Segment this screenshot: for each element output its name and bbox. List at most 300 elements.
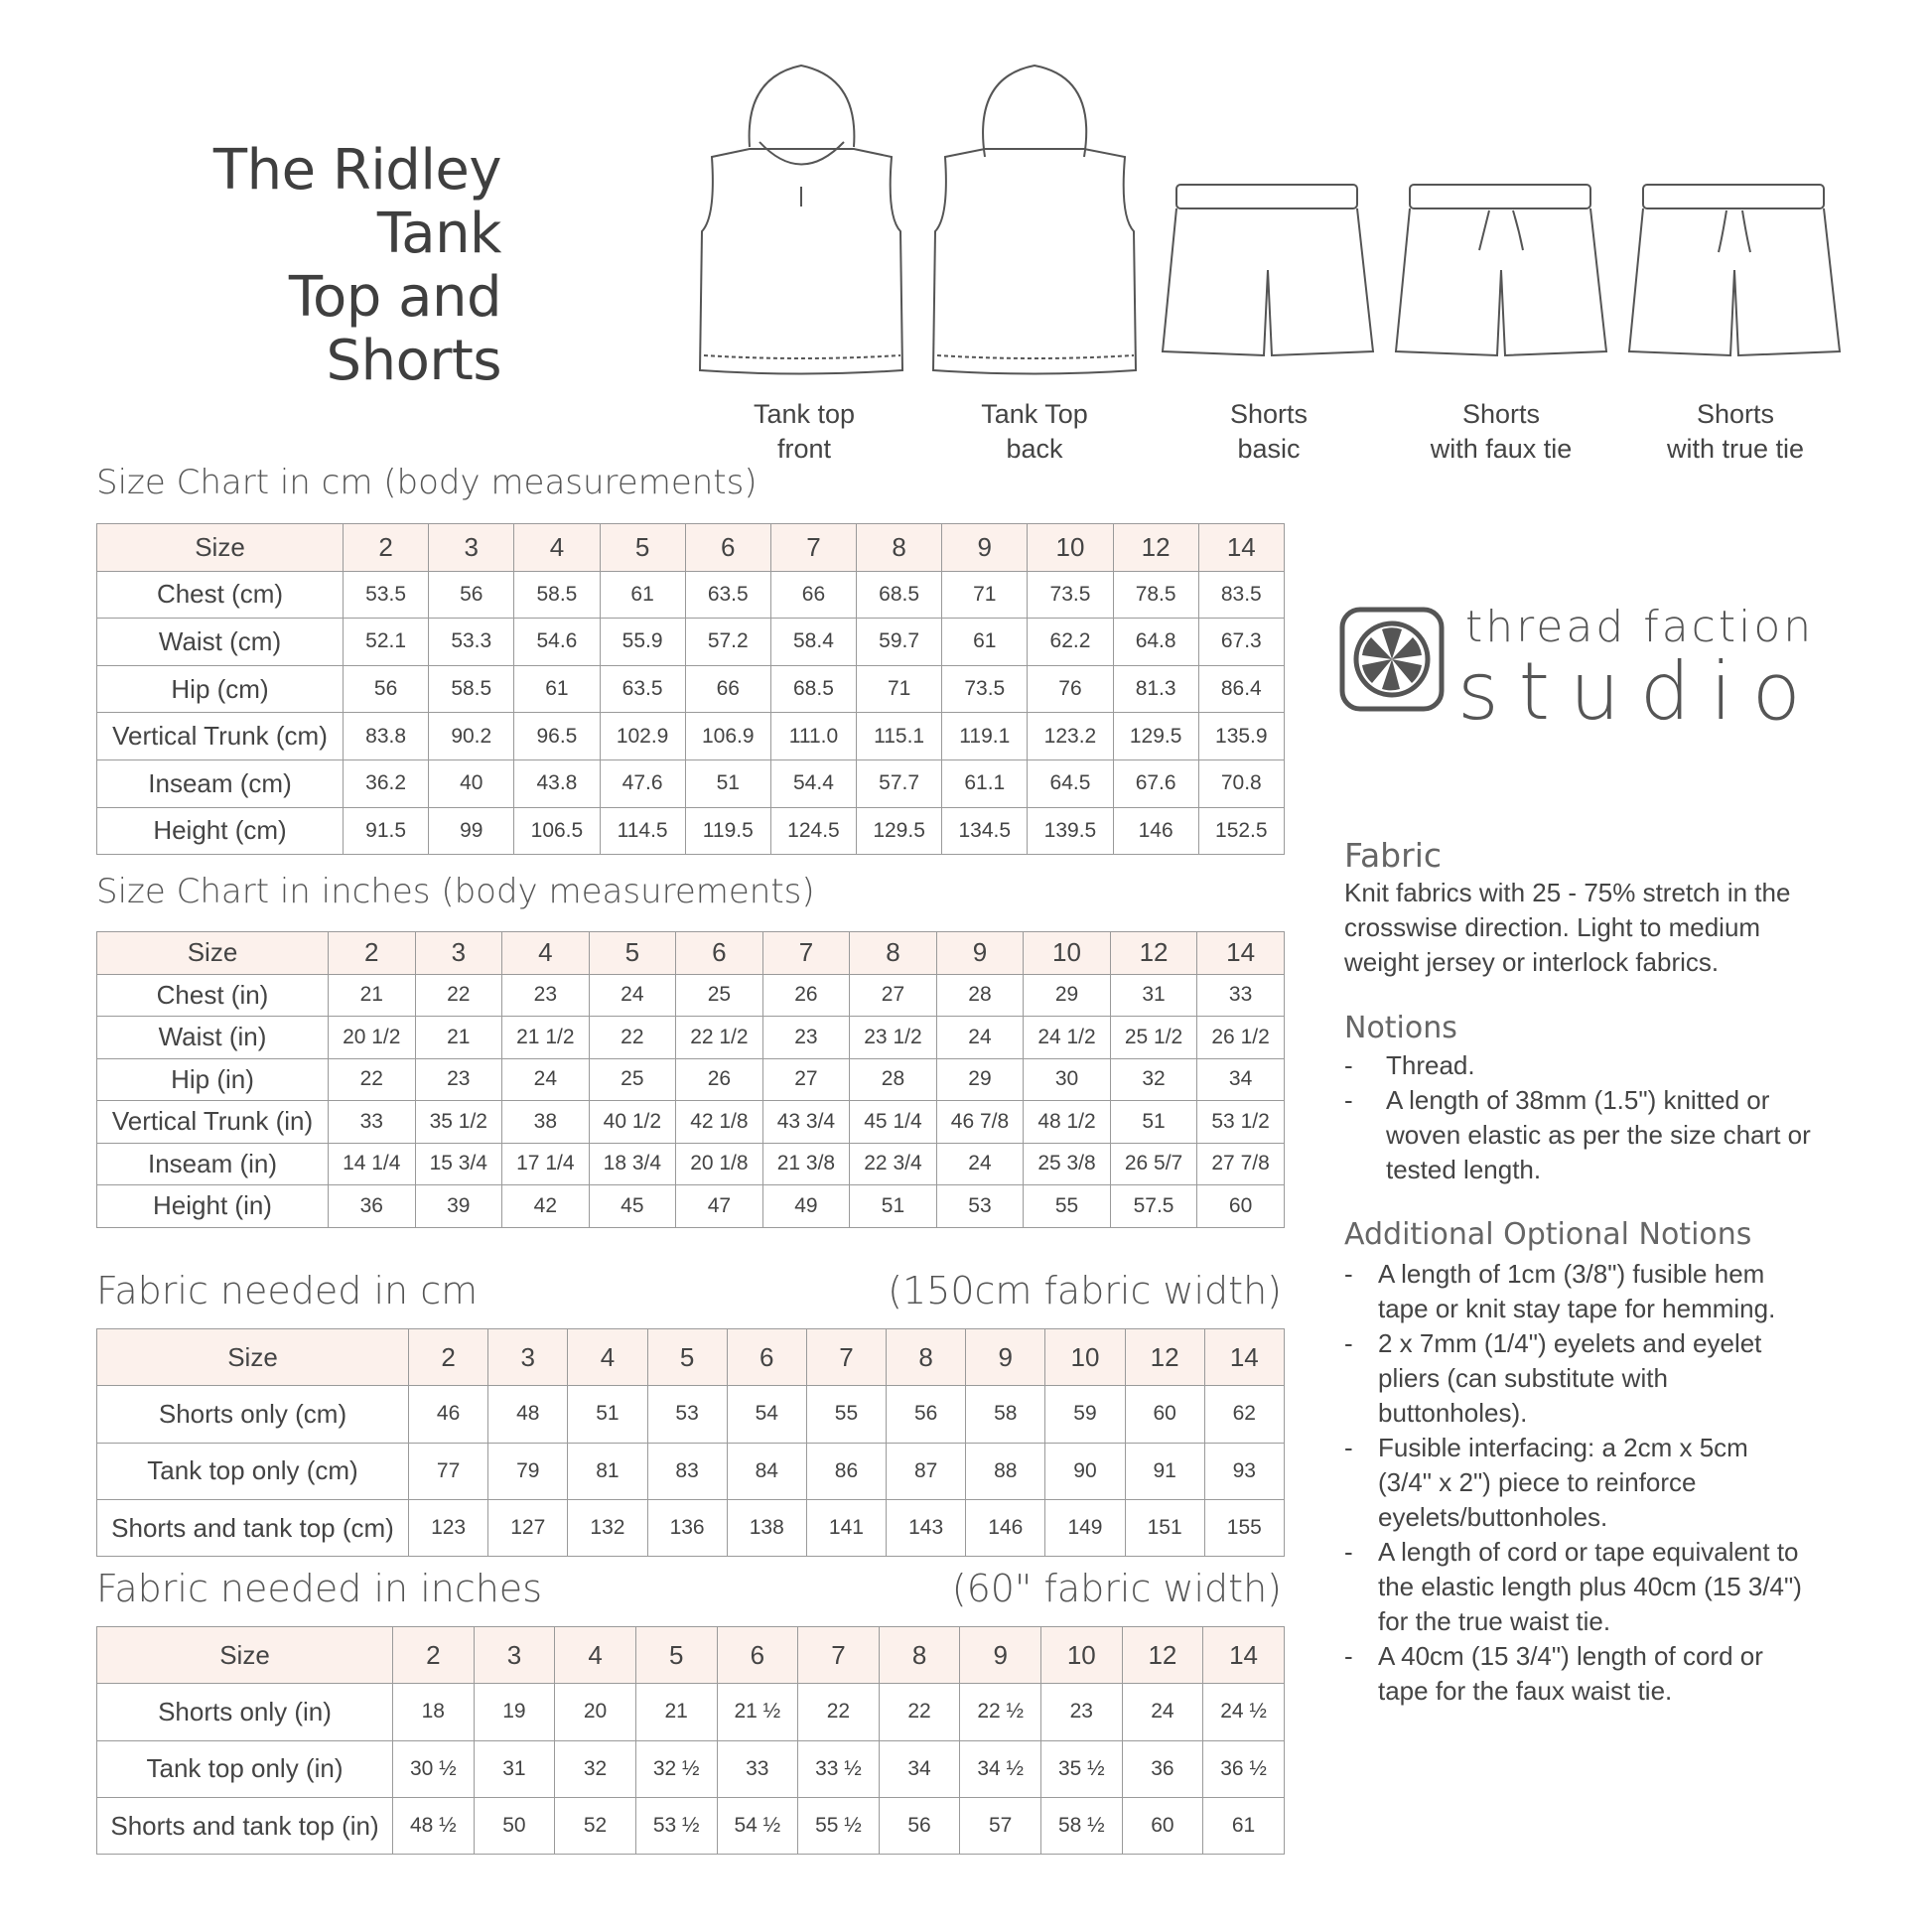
table-row <box>97 713 1285 760</box>
table-cell: 155 <box>1204 1499 1284 1556</box>
table-cell: 35 ½ <box>1041 1740 1123 1797</box>
table-cell: 45 <box>589 1185 676 1228</box>
table-cell: 24 1/2 <box>1024 1017 1111 1059</box>
table-cell: 64.5 <box>1028 759 1113 807</box>
table-cell: 36 ½ <box>1203 1740 1285 1797</box>
table-cell: 106.5 <box>514 807 600 855</box>
table-cell: 143 <box>887 1499 966 1556</box>
table-cell: 90.2 <box>429 713 514 760</box>
caption-tank-back: Tank Top back <box>981 399 1088 464</box>
table-cell: 24 <box>936 1143 1024 1185</box>
table-row <box>97 1740 1285 1797</box>
row-label: Hip (in) <box>97 1058 329 1101</box>
table-cell: 29 <box>1024 974 1111 1017</box>
table-cell: 23 <box>415 1058 502 1101</box>
table-cell: 23 1/2 <box>850 1017 937 1059</box>
table-cell: 24 <box>589 974 676 1017</box>
table-cell: 22 <box>589 1017 676 1059</box>
size-header: 14 <box>1197 932 1285 975</box>
table-cell: 61 <box>1203 1797 1285 1854</box>
size-header: 6 <box>717 1627 798 1684</box>
table-cell: 36 <box>1122 1740 1203 1797</box>
table-cell: 84 <box>727 1443 806 1499</box>
table-cell: 51 <box>1110 1101 1197 1144</box>
table-cell: 19 <box>474 1684 555 1740</box>
logo-text-thread-faction: thread faction <box>1465 602 1815 652</box>
size-header: 8 <box>879 1627 960 1684</box>
table-cell: 135.9 <box>1198 713 1284 760</box>
table-cell: 55 <box>1024 1185 1111 1228</box>
row-label: Shorts and tank top (cm) <box>97 1499 409 1556</box>
table-cell: 146 <box>966 1499 1045 1556</box>
size-header: 5 <box>635 1627 717 1684</box>
table-cell: 58 <box>966 1386 1045 1443</box>
size-header: 6 <box>676 932 763 975</box>
row-label: Vertical Trunk (cm) <box>97 713 344 760</box>
table-cell: 83.8 <box>344 713 429 760</box>
size-header: 7 <box>798 1627 880 1684</box>
table-cell: 146 <box>1113 807 1198 855</box>
table-cell: 55.9 <box>600 619 685 666</box>
table-cell: 25 3/8 <box>1024 1143 1111 1185</box>
table-cell: 73.5 <box>1028 571 1113 619</box>
size-header: 3 <box>415 932 502 975</box>
table-cell: 58 ½ <box>1041 1797 1123 1854</box>
table-cell: 52 <box>555 1797 636 1854</box>
table-cell: 48 ½ <box>393 1797 475 1854</box>
optional-notions-list <box>1344 1257 1802 1709</box>
shorts-basic-icon <box>1157 181 1380 359</box>
list-item: - Thread. <box>1344 1048 1811 1083</box>
table-cell: 20 1/2 <box>329 1017 416 1059</box>
table-cell: 111.0 <box>770 713 856 760</box>
table-cell: 59 <box>1045 1386 1125 1443</box>
table-cell: 66 <box>685 665 770 713</box>
size-header: 7 <box>770 524 856 572</box>
table-cell: 36.2 <box>344 759 429 807</box>
table-cell: 57.5 <box>1110 1185 1197 1228</box>
size-header: 2 <box>393 1627 475 1684</box>
table-cell: 54 <box>727 1386 806 1443</box>
table-cell: 141 <box>806 1499 886 1556</box>
size-header: 8 <box>857 524 942 572</box>
table-cell: 45 1/4 <box>850 1101 937 1144</box>
table-cell: 22 <box>329 1058 416 1101</box>
table-cell: 57 <box>960 1797 1041 1854</box>
table-cell: 90 <box>1045 1443 1125 1499</box>
table-cell: 56 <box>887 1386 966 1443</box>
table-cell: 21 <box>415 1017 502 1059</box>
table-cell: 151 <box>1125 1499 1204 1556</box>
table-cell: 67.3 <box>1198 619 1284 666</box>
table-cell: 55 ½ <box>798 1797 880 1854</box>
table-cell: 127 <box>488 1499 568 1556</box>
title-line-1: The Ridley Tank <box>212 138 501 266</box>
column-header: Size <box>97 932 329 975</box>
size-header: 4 <box>514 524 600 572</box>
table-cell: 39 <box>415 1185 502 1228</box>
table-cell: 119.1 <box>942 713 1028 760</box>
optional-notions-heading: Additional Optional Notions <box>1344 1217 1752 1252</box>
table-cell: 43.8 <box>514 759 600 807</box>
table-cell: 53 1/2 <box>1197 1101 1285 1144</box>
table-cell: 54.4 <box>770 759 856 807</box>
list-item: - A length of cord or tape equivalent to the elastic length plus 40cm (15 3/4") for the true waist tie. <box>1344 1535 1802 1639</box>
size-header: 14 <box>1204 1329 1284 1386</box>
column-header: Size <box>97 1627 393 1684</box>
table-cell: 24 ½ <box>1203 1684 1285 1740</box>
table-cell: 56 <box>344 665 429 713</box>
table-cell: 32 ½ <box>635 1740 717 1797</box>
table-cell: 61 <box>514 665 600 713</box>
table-cell: 57.2 <box>685 619 770 666</box>
table-cell: 28 <box>850 1058 937 1101</box>
table-cell: 36 <box>329 1185 416 1228</box>
table-cell: 60 <box>1197 1185 1285 1228</box>
size-header: 9 <box>942 524 1028 572</box>
table-cell: 27 7/8 <box>1197 1143 1285 1185</box>
caption-shorts-faux-tie: Shorts with faux tie <box>1430 399 1573 464</box>
size-header: 10 <box>1045 1329 1125 1386</box>
table-cell: 17 1/4 <box>502 1143 590 1185</box>
table-cell: 29 <box>936 1058 1024 1101</box>
table-cell: 33 <box>1197 974 1285 1017</box>
table-row <box>97 1143 1285 1185</box>
size-header: 12 <box>1110 932 1197 975</box>
table-cell: 68.5 <box>857 571 942 619</box>
table-cell: 40 <box>429 759 514 807</box>
table-row <box>97 1443 1285 1499</box>
table-header-row <box>97 932 1285 975</box>
table-cell: 60 <box>1125 1386 1204 1443</box>
table-cell: 31 <box>1110 974 1197 1017</box>
shorts-faux-tie-icon <box>1390 181 1613 359</box>
table-cell: 15 3/4 <box>415 1143 502 1185</box>
size-header: 5 <box>600 524 685 572</box>
fabric-description: Knit fabrics with 25 - 75% stretch in the crosswise direction. Light to medium weight jersey or interlock fabrics. <box>1344 878 1791 977</box>
caption-tank-front: Tank top front <box>753 399 856 464</box>
row-label: Inseam (in) <box>97 1143 329 1185</box>
row-label: Tank top only (in) <box>97 1740 393 1797</box>
table-cell: 123.2 <box>1028 713 1113 760</box>
lemon-slice-icon <box>1338 606 1446 713</box>
table-cell: 81 <box>568 1443 647 1499</box>
table-cell: 21 ½ <box>717 1684 798 1740</box>
page-title <box>159 139 501 393</box>
table-row <box>97 1386 1285 1443</box>
note-fabric-cm-width: (150cm fabric width) <box>888 1269 1282 1312</box>
table-cell: 22 <box>415 974 502 1017</box>
table-row <box>97 571 1285 619</box>
table-row <box>97 807 1285 855</box>
row-label: Waist (in) <box>97 1017 329 1059</box>
table-cell: 34 <box>879 1740 960 1797</box>
table-cell: 31 <box>474 1740 555 1797</box>
row-label: Shorts only (cm) <box>97 1386 409 1443</box>
table-cell: 136 <box>647 1499 727 1556</box>
table-cell: 42 <box>502 1185 590 1228</box>
table-cell: 96.5 <box>514 713 600 760</box>
column-header: Size <box>97 524 344 572</box>
size-chart-inches-table <box>96 931 1285 1228</box>
table-cell: 51 <box>850 1185 937 1228</box>
table-cell: 53 <box>647 1386 727 1443</box>
table-cell: 53 <box>936 1185 1024 1228</box>
list-item: - A length of 1cm (3/8") fusible hem tape or knit stay tape for hemming. <box>1344 1257 1802 1326</box>
table-cell: 25 <box>589 1058 676 1101</box>
table-cell: 129.5 <box>857 807 942 855</box>
row-label: Vertical Trunk (in) <box>97 1101 329 1144</box>
table-cell: 47 <box>676 1185 763 1228</box>
heading-size-chart-cm: Size Chart in cm (body measurements) <box>96 463 758 502</box>
table-cell: 21 <box>635 1684 717 1740</box>
table-cell: 62.2 <box>1028 619 1113 666</box>
table-header-row <box>97 1329 1285 1386</box>
table-cell: 47.6 <box>600 759 685 807</box>
table-cell: 58.4 <box>770 619 856 666</box>
table-cell: 33 <box>717 1740 798 1797</box>
list-item: - Fusible interfacing: a 2cm x 5cm (3/4" x 2") piece to reinforce eyelets/buttonholes. <box>1344 1431 1802 1535</box>
tank-top-front-icon <box>690 58 918 385</box>
row-label: Tank top only (cm) <box>97 1443 409 1499</box>
size-header: 9 <box>936 932 1024 975</box>
column-header: Size <box>97 1329 409 1386</box>
table-cell: 30 <box>1024 1058 1111 1101</box>
table-cell: 50 <box>474 1797 555 1854</box>
table-cell: 26 1/2 <box>1197 1017 1285 1059</box>
table-cell: 152.5 <box>1198 807 1284 855</box>
size-header: 2 <box>344 524 429 572</box>
table-cell: 57.7 <box>857 759 942 807</box>
shorts-true-tie-icon <box>1623 181 1847 359</box>
table-cell: 26 <box>762 974 850 1017</box>
table-cell: 20 1/8 <box>676 1143 763 1185</box>
size-header: 14 <box>1198 524 1284 572</box>
size-header: 10 <box>1028 524 1113 572</box>
caption-shorts-true-tie: Shorts with true tie <box>1666 399 1805 464</box>
table-cell: 119.5 <box>685 807 770 855</box>
row-label: Chest (in) <box>97 974 329 1017</box>
size-chart-cm-table <box>96 523 1285 855</box>
size-header: 12 <box>1125 1329 1204 1386</box>
table-cell: 129.5 <box>1113 713 1198 760</box>
table-cell: 42 1/8 <box>676 1101 763 1144</box>
table-cell: 138 <box>727 1499 806 1556</box>
table-row <box>97 1684 1285 1740</box>
heading-size-chart-inches: Size Chart in inches (body measurements) <box>96 872 815 911</box>
table-cell: 87 <box>887 1443 966 1499</box>
table-cell: 34 ½ <box>960 1740 1041 1797</box>
notions-list <box>1344 1048 1811 1187</box>
size-header: 10 <box>1024 932 1111 975</box>
table-cell: 24 <box>1122 1684 1203 1740</box>
note-fabric-inches-width: (60" fabric width) <box>951 1567 1282 1610</box>
size-header: 12 <box>1113 524 1198 572</box>
row-label: Shorts only (in) <box>97 1684 393 1740</box>
table-cell: 93 <box>1204 1443 1284 1499</box>
size-header: 6 <box>727 1329 806 1386</box>
table-cell: 70.8 <box>1198 759 1284 807</box>
table-cell: 54 ½ <box>717 1797 798 1854</box>
table-cell: 21 <box>329 974 416 1017</box>
table-row <box>97 1185 1285 1228</box>
table-cell: 55 <box>806 1386 886 1443</box>
table-row <box>97 665 1285 713</box>
row-label: Height (cm) <box>97 807 344 855</box>
table-row <box>97 619 1285 666</box>
table-cell: 24 <box>502 1058 590 1101</box>
title-line-2: Top and Shorts <box>288 265 501 393</box>
table-cell: 23 <box>502 974 590 1017</box>
size-header: 8 <box>887 1329 966 1386</box>
table-cell: 23 <box>762 1017 850 1059</box>
size-header: 8 <box>850 932 937 975</box>
table-cell: 81.3 <box>1113 665 1198 713</box>
table-cell: 35 1/2 <box>415 1101 502 1144</box>
table-cell: 134.5 <box>942 807 1028 855</box>
table-cell: 115.1 <box>857 713 942 760</box>
size-header: 5 <box>589 932 676 975</box>
table-cell: 33 <box>329 1101 416 1144</box>
table-cell: 23 <box>1041 1684 1123 1740</box>
table-cell: 149 <box>1045 1499 1125 1556</box>
table-cell: 86 <box>806 1443 886 1499</box>
fabric-heading: Fabric <box>1344 836 1443 875</box>
table-row <box>97 1017 1285 1059</box>
table-cell: 46 7/8 <box>936 1101 1024 1144</box>
table-header-row <box>97 1627 1285 1684</box>
row-label: Waist (cm) <box>97 619 344 666</box>
table-cell: 51 <box>568 1386 647 1443</box>
table-cell: 78.5 <box>1113 571 1198 619</box>
table-cell: 106.9 <box>685 713 770 760</box>
table-cell: 99 <box>429 807 514 855</box>
table-cell: 32 <box>555 1740 636 1797</box>
table-cell: 76 <box>1028 665 1113 713</box>
table-cell: 33 ½ <box>798 1740 880 1797</box>
table-cell: 40 1/2 <box>589 1101 676 1144</box>
table-cell: 68.5 <box>770 665 856 713</box>
caption-shorts-basic: Shorts basic <box>1229 399 1309 464</box>
table-cell: 114.5 <box>600 807 685 855</box>
table-cell: 88 <box>966 1443 1045 1499</box>
table-cell: 64.8 <box>1113 619 1198 666</box>
table-cell: 71 <box>857 665 942 713</box>
row-label: Inseam (cm) <box>97 759 344 807</box>
size-header: 4 <box>568 1329 647 1386</box>
fabric-cm-table <box>96 1328 1285 1557</box>
table-cell: 53.3 <box>429 619 514 666</box>
table-cell: 49 <box>762 1185 850 1228</box>
table-cell: 25 1/2 <box>1110 1017 1197 1059</box>
size-header: 2 <box>409 1329 488 1386</box>
size-header: 7 <box>762 932 850 975</box>
size-header: 14 <box>1203 1627 1285 1684</box>
size-header: 10 <box>1041 1627 1123 1684</box>
table-cell: 32 <box>1110 1058 1197 1101</box>
table-cell: 21 3/8 <box>762 1143 850 1185</box>
table-row <box>97 974 1285 1017</box>
table-row <box>97 1499 1285 1556</box>
table-row <box>97 1101 1285 1144</box>
table-cell: 79 <box>488 1443 568 1499</box>
table-cell: 46 <box>409 1386 488 1443</box>
notions-heading: Notions <box>1344 1011 1457 1045</box>
table-cell: 26 5/7 <box>1110 1143 1197 1185</box>
size-header: 6 <box>685 524 770 572</box>
fabric-inches-table <box>96 1626 1285 1855</box>
table-cell: 61.1 <box>942 759 1028 807</box>
table-cell: 54.6 <box>514 619 600 666</box>
list-item: - A 40cm (15 3/4") length of cord or tape for the faux waist tie. <box>1344 1639 1802 1709</box>
table-cell: 21 1/2 <box>502 1017 590 1059</box>
table-cell: 83.5 <box>1198 571 1284 619</box>
table-cell: 30 ½ <box>393 1740 475 1797</box>
table-row <box>97 759 1285 807</box>
table-cell: 22 ½ <box>960 1684 1041 1740</box>
table-cell: 22 3/4 <box>850 1143 937 1185</box>
table-cell: 52.1 <box>344 619 429 666</box>
table-cell: 48 <box>488 1386 568 1443</box>
table-cell: 61 <box>942 619 1028 666</box>
list-item: - A length of 38mm (1.5") knitted or woven elastic as per the size chart or tested length. <box>1344 1083 1811 1187</box>
table-cell: 71 <box>942 571 1028 619</box>
table-cell: 14 1/4 <box>329 1143 416 1185</box>
table-cell: 18 <box>393 1684 475 1740</box>
table-cell: 58.5 <box>514 571 600 619</box>
table-cell: 86.4 <box>1198 665 1284 713</box>
table-row <box>97 1797 1285 1854</box>
row-label: Hip (cm) <box>97 665 344 713</box>
row-label: Height (in) <box>97 1185 329 1228</box>
table-cell: 56 <box>879 1797 960 1854</box>
table-cell: 62 <box>1204 1386 1284 1443</box>
table-cell: 91 <box>1125 1443 1204 1499</box>
table-cell: 66 <box>770 571 856 619</box>
table-cell: 58.5 <box>429 665 514 713</box>
heading-fabric-cm: Fabric needed in cm <box>96 1269 479 1312</box>
size-header: 3 <box>429 524 514 572</box>
table-cell: 53 ½ <box>635 1797 717 1854</box>
table-cell: 56 <box>429 571 514 619</box>
table-cell: 28 <box>936 974 1024 1017</box>
table-cell: 53.5 <box>344 571 429 619</box>
size-header: 5 <box>647 1329 727 1386</box>
size-header: 9 <box>960 1627 1041 1684</box>
size-header: 4 <box>555 1627 636 1684</box>
table-cell: 27 <box>850 974 937 1017</box>
table-cell: 20 <box>555 1684 636 1740</box>
table-cell: 34 <box>1197 1058 1285 1101</box>
table-cell: 26 <box>676 1058 763 1101</box>
table-cell: 102.9 <box>600 713 685 760</box>
table-cell: 132 <box>568 1499 647 1556</box>
table-cell: 43 3/4 <box>762 1101 850 1144</box>
list-item: - 2 x 7mm (1/4") eyelets and eyelet pliers (can substitute with buttonholes). <box>1344 1326 1802 1431</box>
table-cell: 25 <box>676 974 763 1017</box>
table-cell: 22 1/2 <box>676 1017 763 1059</box>
size-header: 9 <box>966 1329 1045 1386</box>
table-cell: 24 <box>936 1017 1024 1059</box>
table-cell: 61 <box>600 571 685 619</box>
tank-top-back-icon <box>923 58 1152 385</box>
table-cell: 22 <box>798 1684 880 1740</box>
table-cell: 123 <box>409 1499 488 1556</box>
size-header: 7 <box>806 1329 886 1386</box>
size-header: 12 <box>1122 1627 1203 1684</box>
size-header: 4 <box>502 932 590 975</box>
heading-fabric-inches: Fabric needed in inches <box>96 1567 542 1610</box>
